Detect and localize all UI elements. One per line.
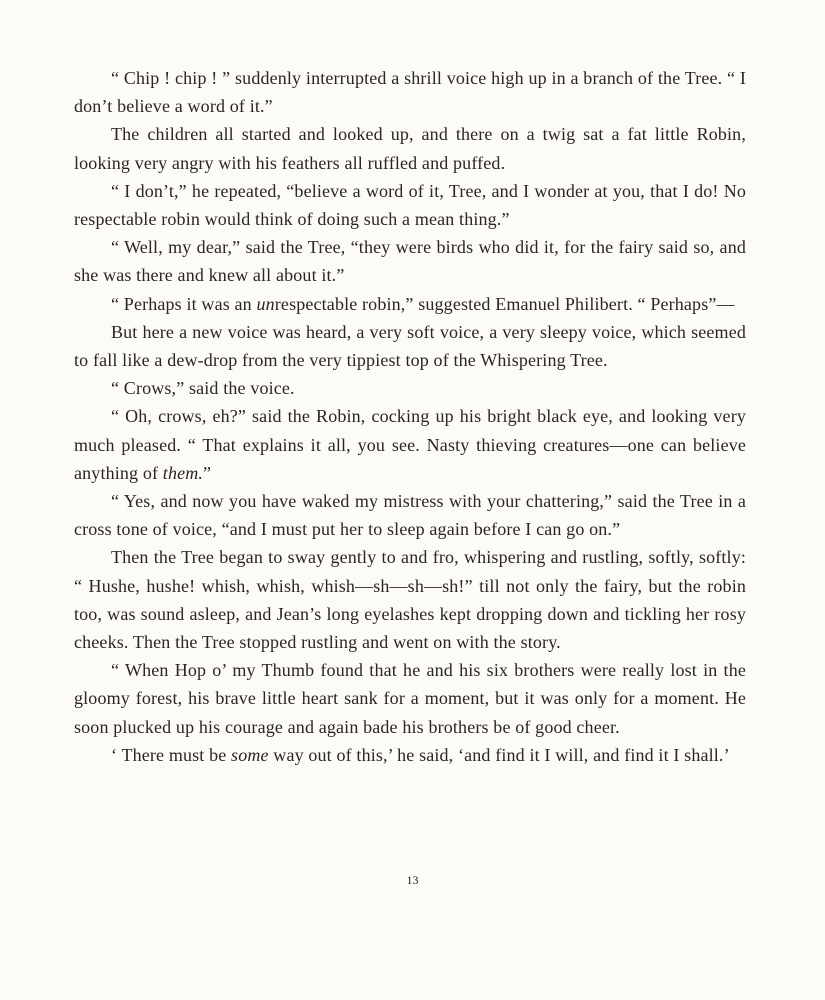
page-number: 13 [406, 873, 419, 887]
paragraph [74, 318, 746, 374]
paragraph [74, 233, 746, 289]
paragraph [74, 64, 746, 120]
text-run: respectable robin,” suggested Emanuel Philibert. “ Perhaps”— [274, 293, 735, 314]
text-run: Then the Tree began to sway gently to and fro, whispering and rustling, softly, softly: “ Hushe, hushe! whish, whish, whish—sh—sh—sh!” till not only the fairy, but the robin too, was sound asleep, and Jean’s long eyelashes kept dropping down and tickling her rosy cheeks. Then the Tree stopped rustling and went on with the story. [74, 547, 746, 653]
text-run: “ Chip ! chip ! ” suddenly interrupted a shrill voice high up in a branch of the Tree. “ I don’t believe a word of it.” [74, 68, 746, 117]
text-run: But here a new voice was heard, a very soft voice, a very sleepy voice, which seemed to fall like a dew-drop from the very tippiest top of the Whispering Tree. [74, 321, 746, 371]
emphasis-text: them. [162, 462, 204, 483]
text-run: “ Oh, crows, eh?” said the Robin, cocking up his bright black eye, and looking very much pleased. “ That explains it all, you see. Nasty thieving creatures—one can believe anything of [74, 406, 746, 483]
emphasis-text: un [256, 293, 275, 314]
text-run: “ When Hop o’ my Thumb found that he and his six brothers were really lost in the gloomy forest, his brave little heart sank for a moment, but it was only for a moment. He soon plucked up his courage and again bade his brothers be of good cheer. [74, 660, 746, 737]
story-text [74, 64, 746, 769]
paragraph [74, 543, 746, 656]
text-run: ” [203, 462, 212, 483]
text-run: “ Perhaps it was an [111, 293, 257, 314]
paragraph [74, 487, 746, 543]
paragraph [74, 402, 746, 487]
paragraph [74, 120, 746, 176]
text-run: “ Well, my dear,” said the Tree, “they were birds who did it, for the fairy said so, and she was there and knew all about it.” [74, 237, 746, 286]
text-run: “ I don’t,” he repeated, “believe a word of it, Tree, and I wonder at you, that I do! No respectable robin would think of doing such a mean thing.” [74, 180, 746, 230]
emphasis-text: some [231, 744, 269, 765]
text-run: “ Crows,” said the voice. [111, 378, 295, 399]
paragraph [74, 374, 746, 402]
paragraph [74, 177, 746, 233]
text-run: The children all started and looked up, and there on a twig sat a fat little Robin, looking very angry with his feathers all ruffled and puffed. [74, 124, 746, 173]
paragraph [74, 290, 746, 318]
text-run: “ Yes, and now you have waked my mistress with your chattering,” said the Tree in a cross tone of voice, “and I must put her to sleep again before I can go on.” [74, 491, 746, 540]
paragraph [74, 741, 746, 769]
text-run: ‘ There must be [111, 744, 232, 765]
text-run: way out of this,’ he said, ‘and find it I will, and find it I shall.’ [268, 744, 730, 765]
paragraph [74, 656, 746, 741]
